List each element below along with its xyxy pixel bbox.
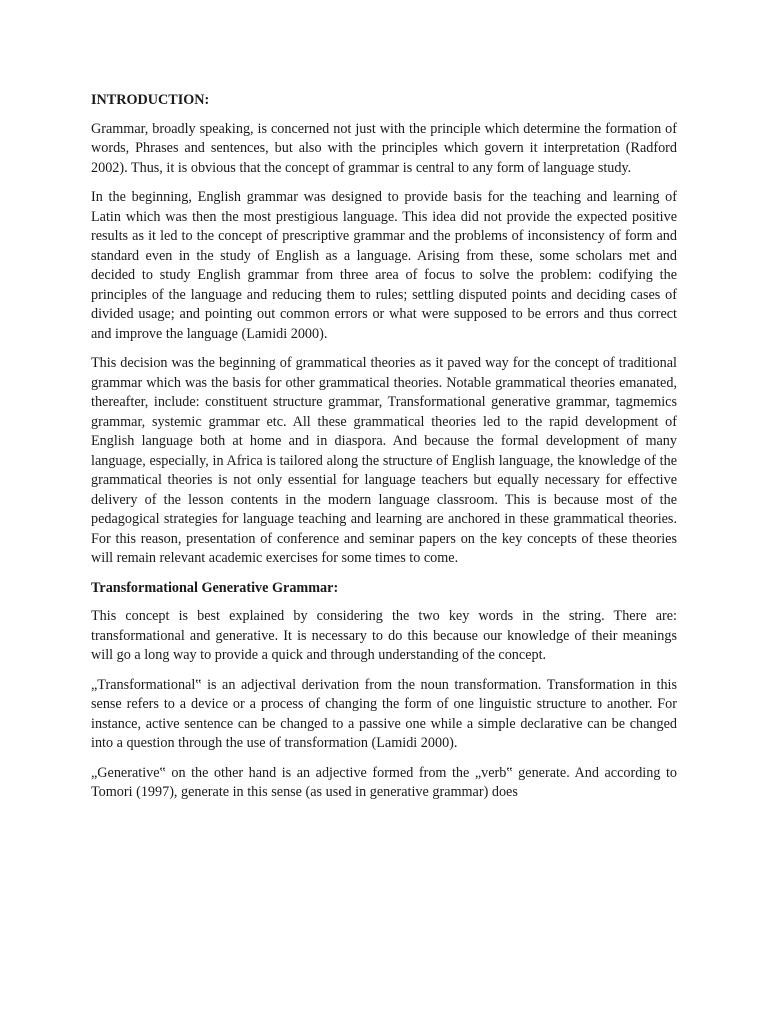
- intro-paragraph-2: In the beginning, English grammar was designed to provide basis for the teaching and learning of Latin which was then the most prestigious language. This idea did not provide the expected positive results as it led to the concept of prescriptive grammar and the problems of inconsistency of form and standard even in the study of English as a language. Arising from these, some scholars met and decided to study English grammar from three area of focus to solve the problem: codifying the principles of the language and reducing them to rules; settling disputed points and deciding cases of divided usage; and pointing out common errors or what were supposed to be errors and thus correct and improve the language (Lamidi 2000).: [91, 189, 677, 342]
- intro-paragraph-1: Grammar, broadly speaking, is concerned not just with the principle which determine the formation of words, Phrases and sentences, but also with the principles which govern it interpretation (Radford 2002). Thus, it is obvious that the concept of grammar is central to any form of language study.: [91, 120, 677, 176]
- document-body: [91, 91, 677, 803]
- heading-introduction: INTRODUCTION:: [91, 92, 210, 108]
- tgg-paragraph-2: „Transformational‟ is an adjectival derivation from the noun transformation. Transformation in this sense refers to a device or a process of changing the form of one linguistic structure to another. For instance, active sentence can be changed to a passive one while a simple declarative can be changed into a question through the use of transformation (Lamidi 2000).: [91, 676, 677, 751]
- tgg-paragraph-3: „Generative‟ on the other hand is an adjective formed from the „verb‟ generate. And according to Tomori (1997), generate in this sense (as used in generative grammar) does: [91, 764, 677, 800]
- heading-transformational-generative-grammar: Transformational Generative Grammar:: [91, 579, 339, 596]
- tgg-paragraph-1: This concept is best explained by considering the two key words in the string. There are: transformational and generative. It is necessary to do this because our knowledge of their meanings will go a long way to provide a quick and through understanding of the concept.: [91, 608, 677, 663]
- intro-paragraph-3: This decision was the beginning of grammatical theories as it paved way for the concept of traditional grammar which was the basis for other grammatical theories. Notable grammatical theories emanated, thereafter, include: constituent structure grammar, Transformational generative grammar, tagmemics grammar, systemic grammar etc. All these grammatical theories led to the rapid development of English language both at home and in diaspora. And because the formal development of many language, especially, in Africa is tailored along the structure of English language, the knowledge of the grammatical theories is not only essential for language teachers but equally necessary for effective delivery of the lesson contents in the modern language classroom. This is because most of the pedagogical strategies for language teaching and learning are anchored in these grammatical theories. For this reason, presentation of conference and seminar papers on the key concepts of these theories will remain relevant academic exercises for some times to come.: [91, 355, 677, 566]
